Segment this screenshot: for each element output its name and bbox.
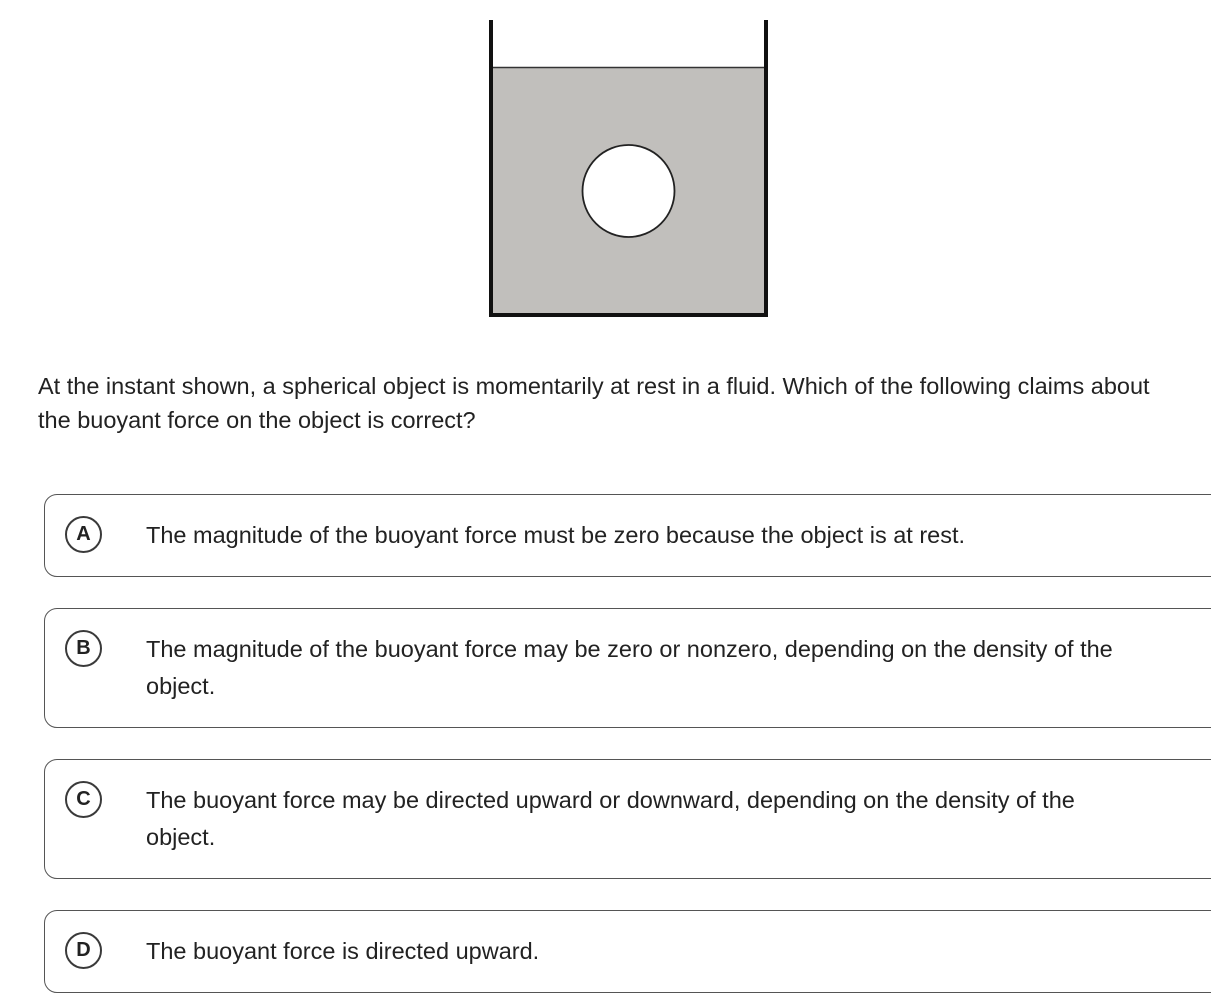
choice-b-text: The magnitude of the buoyant force may be zero or nonzero, depending on the density of the object. bbox=[146, 636, 1113, 699]
spherical-object bbox=[583, 145, 675, 237]
choice-c[interactable] bbox=[44, 759, 1211, 879]
fluid-container-figure bbox=[0, 0, 1211, 330]
choice-b-letter-icon: B bbox=[65, 630, 102, 667]
choice-c-letter-icon: C bbox=[65, 781, 102, 818]
choice-a-text: The magnitude of the buoyant force must be zero because the object is at rest. bbox=[146, 522, 966, 548]
choice-d-text: The buoyant force is directed upward. bbox=[146, 938, 540, 964]
choice-d[interactable] bbox=[44, 910, 1211, 993]
choice-a-letter-icon: A bbox=[65, 516, 102, 553]
choice-c-text: The buoyant force may be directed upward or downward, depending on the density of the object. bbox=[146, 787, 1075, 850]
choice-d-letter-icon: D bbox=[65, 932, 102, 969]
choice-a[interactable] bbox=[44, 494, 1211, 577]
choice-b[interactable] bbox=[44, 608, 1211, 728]
question-text: At the instant shown, a spherical object is momentarily at rest in a fluid. Which of the following claims about the buoyant force on the object is correct? bbox=[38, 373, 1150, 433]
